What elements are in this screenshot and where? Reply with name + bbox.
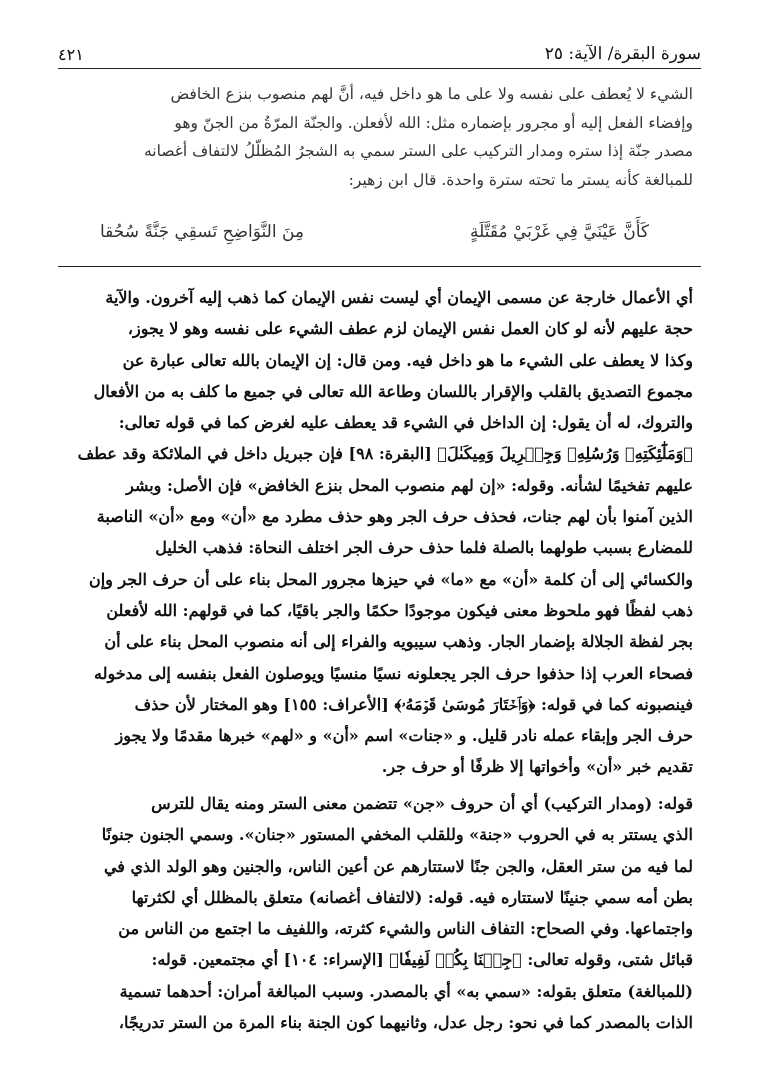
verse-hemistich-right: كَأَنَّ عَيْنَيَّ فِي غَرْبَيْ مُقَتَّلَةٍ [470, 222, 649, 242]
commentary-line: فصحاء العرب إذا حذفوا حرف الجر يجعلونه نسيًا منسيًا ويوصلون الفعل بنفسه إلى مدخوله [94, 663, 693, 683]
matn-line: وإفضاء الفعل إليه أو مجرور بإضماره مثل: الله لأفعلن. والجنّة المرّةُ من الجنّ وهو [174, 113, 693, 132]
commentary-line: أي الأعمال خارجة عن مسمى الإيمان أي ليست نفس الإيمان كما ذهب إليه آخرون. والآية [105, 288, 693, 307]
commentary-line: بطن أمه سمي جنينًا لاستتاره فيه. قوله: (لالتفاف أغصانه) متعلق بالمظلل أي لكثرتها [131, 887, 693, 907]
commentary-line: الذين آمنوا بأن لهم جنات، فحذف حرف الجر وهو حذف مطرد مع «أن» ومع «أن» الناصبة [96, 507, 693, 527]
page-number: ٤٢١ [58, 45, 84, 64]
commentary-line: ذهب لفظًا فهو ملحوظ معنى فيكون موجودًا حكمًا والجر باقيًا، كما في قولهم: الله لأفعلن [106, 600, 693, 620]
commentary-line: مجموع التصديق بالقلب والإقرار باللسان وطاعة الله تعالى في جميع ما كلف به من الأفعال [93, 381, 693, 401]
commentary-line: وكذا لا يعطف على الشيء ما هو داخل فيه. ومن قال: إن الإيمان بالله تعالى عبارة عن [122, 350, 693, 370]
commentary-line: ﴿وَمَلَٰٓئِكَتِهِۦ وَرُسُلِهِۦ وَجِبۡرِيلَ وَمِيكَىٰلَ﴾ [البقرة: ٩٨] فإن جبريل داخل في الملائكة وقد عطف [77, 444, 693, 464]
commentary-line: للمضارع بسبب طولهما بالصلة فلما حذف حرف الجر اختلف النحاة: فذهب الخليل [155, 538, 693, 558]
commentary-line: الذات بالمصدر كما في نحو: رجل عدل، وثانيهما كون الجنة بناء المرة من الستر تدريجًا، [118, 1013, 693, 1033]
page-header [58, 36, 701, 64]
commentary-line: (للمبالغة) متعلق بقوله: «سمي به» أي بالمصدر. وسبب المبالغة أمران: أحدهما تسمية [119, 981, 693, 1001]
commentary-line: عليهم تفخيمًا لشأنه. وقوله: «إن لهم منصوب المحل بنزع الخافض» فإن الأصل: وبشر [126, 475, 693, 495]
commentary-line: حجة عليهم لأنه لو كان العمل نفس الإيمان لزم عطف الشيء على نفسه وهو لا يجوز، [127, 319, 693, 339]
commentary-line: قبائل شتى، وقوله تعالى: ﴿جِئۡنَا بِكُمۡ لَفِيفٗا﴾ [الإسراء: ١٠٤] أي مجتمعين. قوله: [151, 950, 693, 970]
commentary-line: قوله: (ومدار التركيب) أي أن حروف «جن» تتضمن معنى الستر ومنه يقال للترس [151, 794, 693, 813]
commentary-line: واجتماعها. وفي الصحاح: التفاف الناس والشيء كثرته، واللفيف ما اجتمع من الناس من [118, 919, 693, 939]
running-title: سورة البقرة/ الآية: ٢٥ [544, 44, 701, 64]
commentary-block-2 [66, 788, 693, 1038]
commentary-line: لما فيه من ستر العقل، والجن جنًا لاستتارهم عن أعين الناس، والجنين وهو الولد الذي في [103, 856, 693, 876]
matn-line: الشيء لا يُعطف على نفسه ولا على ما هو داخل فيه، أنَّ لهم منصوب بنزع الخافض [170, 85, 693, 103]
commentary-line: فينصبونه كما في قوله: ﴿وَٱخۡتَارَ مُوسَىٰ قَوۡمَهُۥ﴾ [الأعراف: ١٥٥] وهو المختار لأن حذف [134, 694, 693, 714]
commentary-line: والتروك، له أن يقول: إن الداخل في الشيء قد يعطف عليه لغرض كما في قوله تعالى: [118, 413, 693, 433]
commentary-line: حرف الجر وإبقاء عمله نادر قليل. و «جنات» اسم «أن» و «لهم» خبرها مقدمًا ولا يجوز [115, 726, 693, 746]
commentary-line: الذي يستتر به في الحروب «جنة» وللقلب المخفي المستور «جنان». وسمي الجنون جنونًا [101, 825, 693, 845]
verse-hemistich-left: مِنَ النَّوَاضِحِ تَسقِي جَنَّةً سُحُقا [100, 222, 305, 242]
commentary-line: تقديم خبر «أن» وأخواتها إلا ظرفًا أو حرف جر. [381, 757, 693, 777]
commentary-block-1 [66, 282, 693, 783]
matn-line: للمبالغة كأنه يستر ما تحته سترة واحدة. قال ابن زهير: [348, 170, 693, 189]
commentary-line: بجر لفظة الجلالة بإضمار الجار. وذهب سيبويه والفراء إلى أنه منصوب المحل بناء على أن [104, 632, 693, 652]
poetry-verse [100, 222, 649, 256]
matn-text [66, 80, 693, 194]
commentary-line: والكسائي إلى أن كلمة «أن» مع «ما» في حيزها مجرور المحل بناء على أن حرف الجر وإن [88, 569, 693, 589]
commentary-divider [58, 266, 701, 267]
header-rule [58, 68, 701, 69]
matn-line: مصدر جنّة إذا ستره ومدار التركيب على الستر سمي به الشجرُ المُظلّلُ لالتفاف أغصانه [143, 142, 693, 160]
